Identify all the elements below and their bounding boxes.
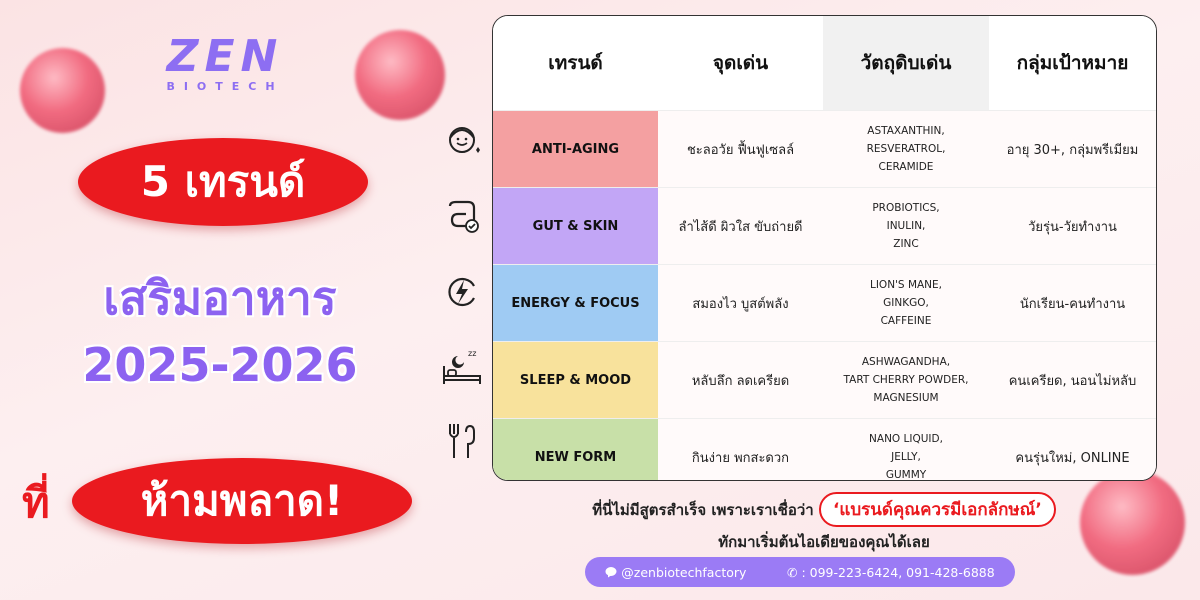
- ingredient: PROBIOTICS,: [872, 202, 940, 214]
- highlight-cell: สมองไว บูสต์พลัง: [658, 265, 823, 342]
- table-row: [493, 188, 1156, 265]
- trends-table: [492, 15, 1157, 481]
- tagline-brand: ‘แบรนด์คุณควรมีเอกลักษณ์’: [819, 492, 1056, 527]
- ingredient: CAFFEINE: [880, 315, 932, 327]
- ingredient: LION'S MANE,: [869, 279, 943, 291]
- zen-biotech-logo: [150, 31, 300, 93]
- highlight-cell: ลำไส้ดี ผิวใส ขับถ่ายดี: [658, 188, 823, 265]
- tagline-lead: ที่นี่ไม่มีสูตรสำเร็จ เพราะเราเชื่อว่า: [592, 501, 814, 519]
- line-chat-icon: [605, 566, 617, 578]
- trend-cell: SLEEP & MOOD: [493, 342, 658, 419]
- ingredient: RESVERATROL,: [866, 143, 946, 155]
- highlight-cell: กินง่าย พกสะดวก: [658, 419, 823, 482]
- line-contact[interactable]: [605, 565, 746, 580]
- headline-highlight-badge: ห้ามพลาด!: [72, 458, 412, 544]
- table-row: [493, 111, 1156, 188]
- table-row: [493, 342, 1156, 419]
- header-ingredients: วัตถุดิบเด่น: [823, 16, 989, 111]
- svg-text:zz: zz: [468, 349, 477, 358]
- ingredient: GUMMY: [885, 469, 927, 481]
- headline-line2: 2025-2026: [82, 338, 358, 392]
- ingredients-cell: [823, 265, 989, 342]
- table-row: [493, 265, 1156, 342]
- table-header-row: [493, 16, 1156, 111]
- logo-main: ZEN: [166, 31, 284, 82]
- sleep-icon: [440, 344, 484, 388]
- face-icon: [440, 118, 484, 162]
- trend-cell: ENERGY & FOCUS: [493, 265, 658, 342]
- phone-icon: ✆: [786, 564, 798, 580]
- ingredient: JELLY,: [891, 451, 921, 463]
- ingredients-cell: [823, 111, 989, 188]
- ingredient: CERAMIDE: [878, 161, 934, 173]
- ingredient: ZINC: [893, 238, 919, 250]
- table-row: [493, 419, 1156, 482]
- headline-line1: เสริมอาหาร: [103, 271, 337, 325]
- ingredient: GINKGO,: [883, 297, 929, 309]
- header-highlight: จุดเด่น: [658, 16, 823, 111]
- ingredients-cell: [823, 188, 989, 265]
- target-cell: คนเครียด, นอนไม่หลับ: [989, 342, 1156, 419]
- highlight-cell: ชะลอวัย ฟื้นฟูเซลล์: [658, 111, 823, 188]
- trend-cell: GUT & SKIN: [493, 188, 658, 265]
- ingredients-cell: [823, 419, 989, 482]
- header-target: กลุ่มเป้าหมาย: [989, 16, 1156, 111]
- ingredient: TART CHERRY POWDER,: [843, 374, 969, 386]
- raspberry-decoration: [20, 48, 105, 133]
- gut-icon: [440, 194, 484, 238]
- line-id: @zenbiotechfactory: [621, 564, 747, 580]
- trend-count-badge: 5 เทรนด์: [78, 138, 368, 226]
- tagline: [494, 492, 1154, 527]
- ingredient: NANO LIQUID,: [869, 433, 943, 445]
- fork-icon: [440, 418, 484, 462]
- ingredients-cell: [823, 342, 989, 419]
- ingredient: ASHWAGANDHA,: [861, 356, 951, 368]
- target-cell: อายุ 30+, กลุ่มพรีเมียม: [989, 111, 1156, 188]
- phone-numbers: : 099-223-6424, 091-428-6888: [801, 564, 995, 580]
- target-cell: นักเรียน-คนทำงาน: [989, 265, 1156, 342]
- phone-contact[interactable]: [787, 565, 995, 580]
- raspberry-decoration: [355, 30, 445, 120]
- ingredient: MAGNESIUM: [873, 392, 939, 404]
- target-cell: คนรุ่นใหม่, ONLINE: [989, 419, 1156, 482]
- trend-cell: ANTI-AGING: [493, 111, 658, 188]
- energy-icon: [440, 270, 484, 314]
- ingredient: ASTAXANTHIN,: [867, 125, 945, 137]
- trend-cell: NEW FORM: [493, 419, 658, 482]
- target-cell: วัยรุ่น-วัยทำงาน: [989, 188, 1156, 265]
- tagline-line2: ทักมาเริ่มต้นไอเดียของคุณได้เลย: [718, 533, 930, 551]
- headline-prefix: ที่: [22, 478, 50, 527]
- highlight-cell: หลับลึก ลดเครียด: [658, 342, 823, 419]
- contact-bar: [585, 557, 1015, 587]
- ingredient: INULIN,: [886, 220, 926, 232]
- header-trend: เทรนด์: [493, 16, 658, 111]
- logo-sub: BIOTECH: [166, 80, 284, 93]
